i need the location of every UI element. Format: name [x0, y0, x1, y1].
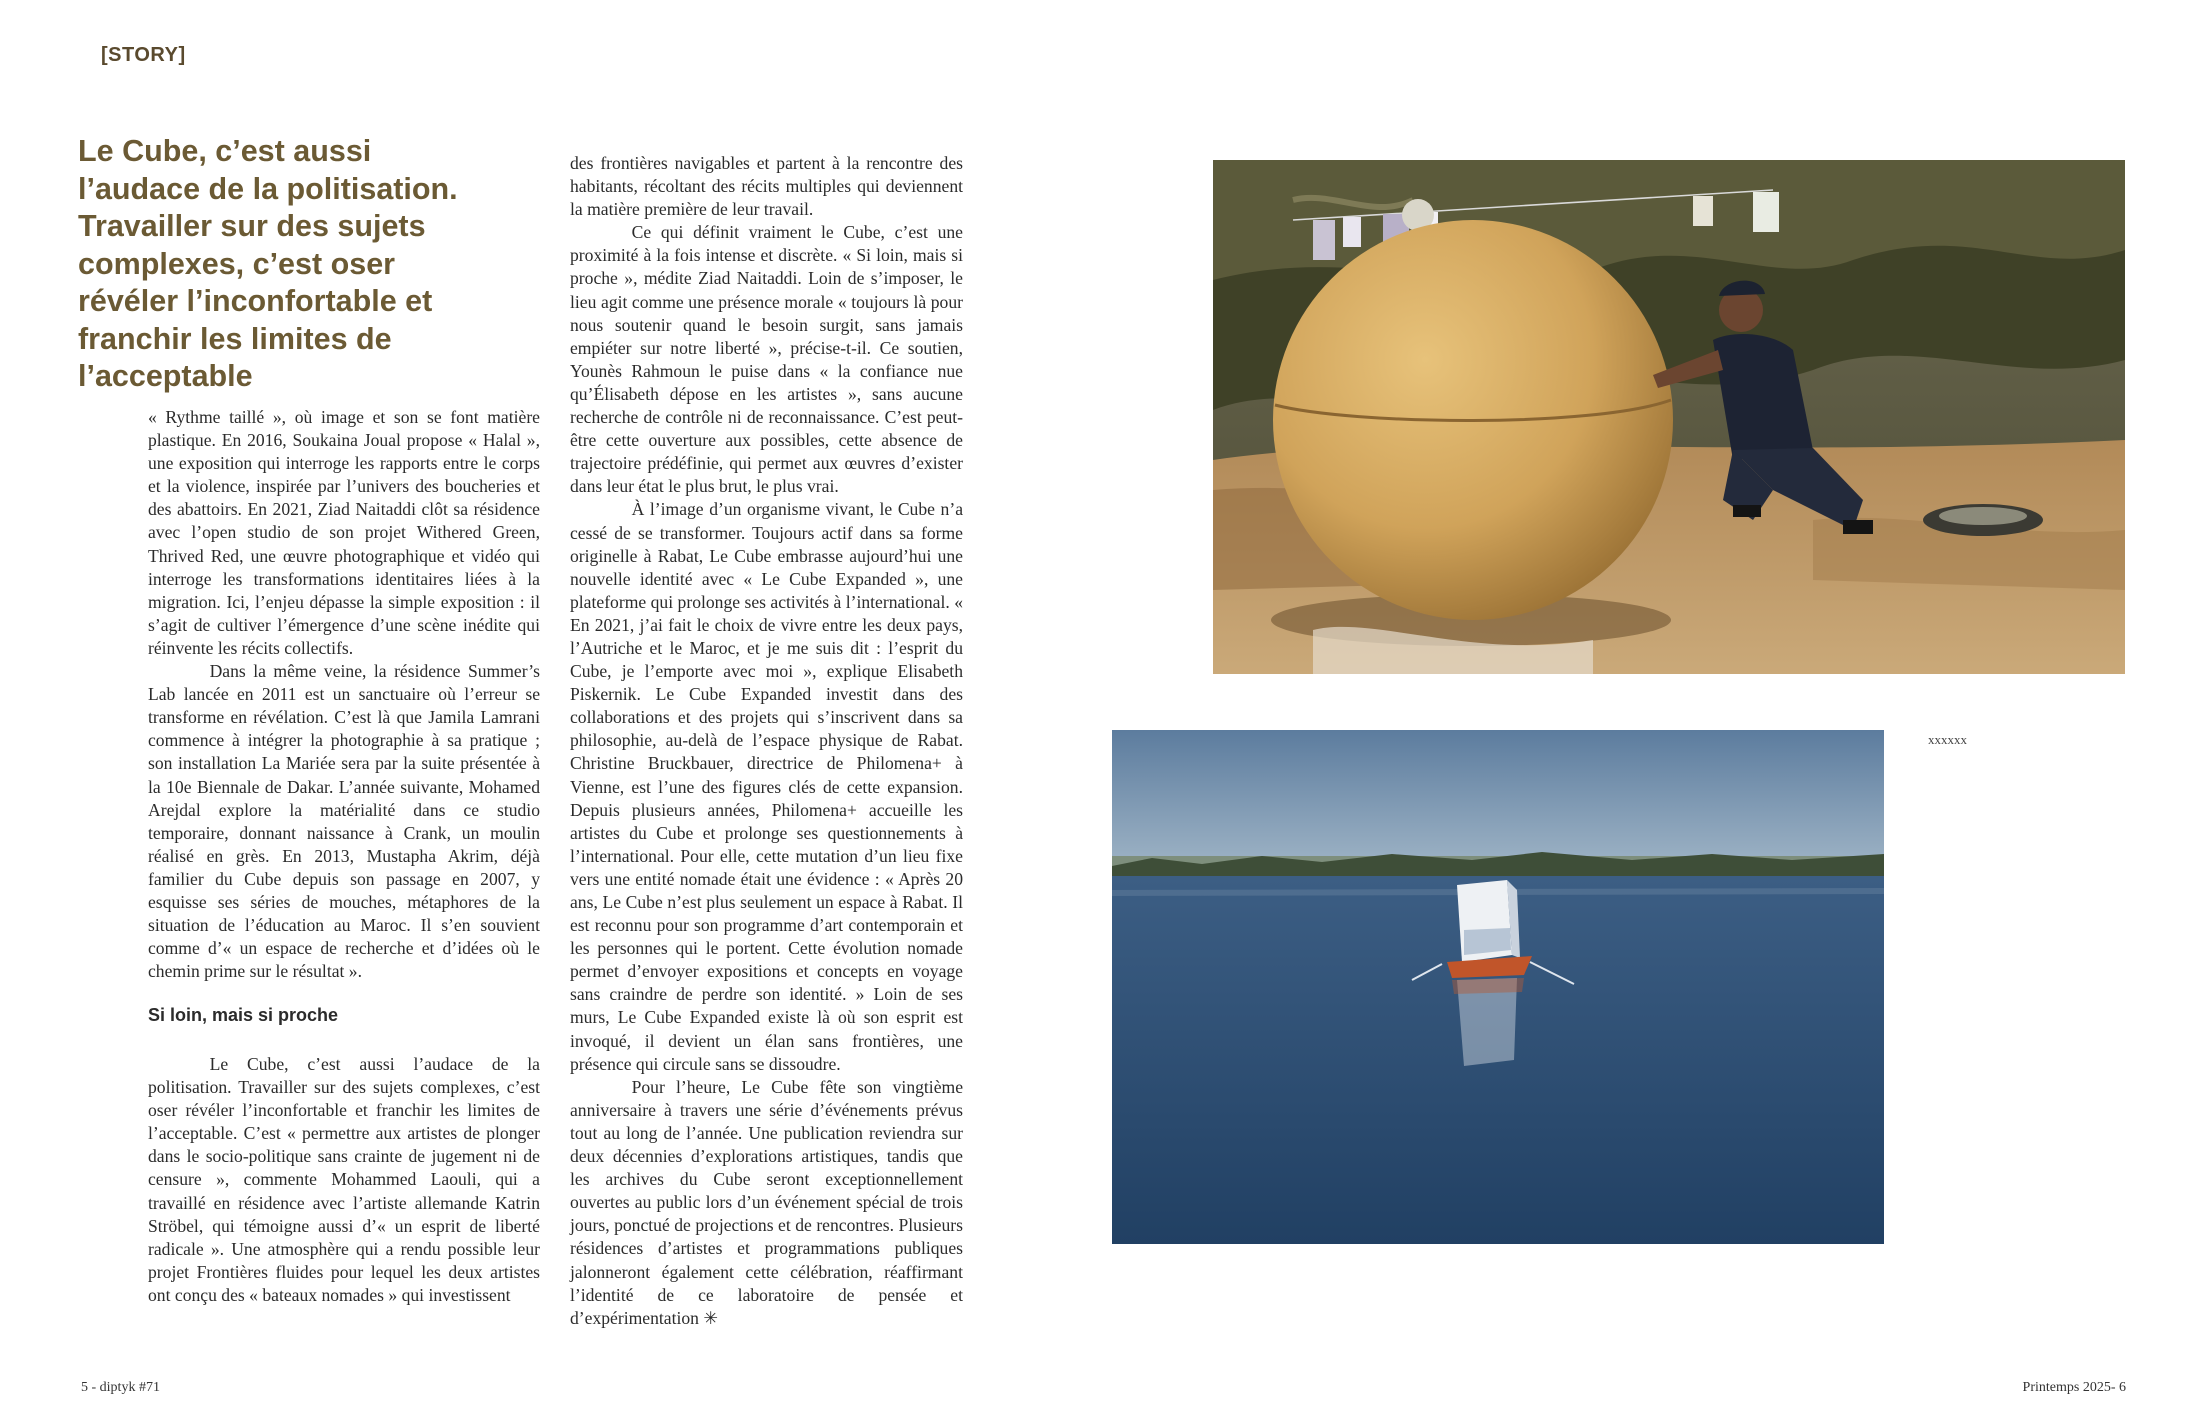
paragraph: Ce qui définit vraiment le Cube, c’est une proximité à la fois intense et discrète. « Si loin, mais si proche », médite Ziad Naitaddi. Loin de s’imposer, le lieu agit comme une présence morale « toujours là pour nous soutenir quand le besoin surgit, sans jamais empiéter sur notre liberté », précise-t-il. Ce soutien, Younès Rahmoun le puise dans « la confiance nue qu’Élisabeth dépose en les artistes », sans aucune recherche de contrôle ni de reconnaissance. C’est peut-être cette ouverture aux possibles, cette absence de trajectoire prédéfinie, qui permet aux œuvres d’exister dans leur état le plus brut, le plus vrai. [570, 222, 963, 497]
footer-page-left: 5 - diptyk #71 [81, 1380, 160, 1395]
subheading: Si loin, mais si proche [148, 1005, 339, 1025]
paragraph: Pour l’heure, Le Cube fête son vingtième anniversaire à travers une série d’événements prévus tout au long de l’année. Une publication reviendra sur deux décennies d’explorations artistiques, tandis que les archives du Cube seront exceptionnellement ouvertes au public lors d’un événement spécial de trois jours, ponctué de projections et de rencontres. Plusieurs résidences d’artistes et programmations publiques jalonneront également cette célébration, réaffirmant l’identité de ce laboratoire de pensée et d’expérimentation ✳ [570, 1076, 963, 1328]
footer-page-right: Printemps 2025- 6 [2022, 1380, 2126, 1395]
paragraph: Le Cube, c’est aussi l’audace de la politisation. Travailler sur des sujets complexes, c’est oser révéler l’inconfortable et franchir les limites de l’acceptable. C’est « permettre aux artistes de plonger dans le socio-politique sans crainte de jugement ni de censure », commente Mohammed Laouli, qui a travaillé en résidence avec l’artiste allemande Katrin Ströbel, qui témoigne aussi d’« un esprit de liberté radicale ». Une atmosphère qui a rendu possible leur projet Frontières fluides pour lequel les deux artistes ont conçu des « bateaux nomades » qui investissent [148, 1054, 540, 1305]
column-1-top [148, 406, 540, 983]
section-tag: [STORY] [101, 44, 186, 66]
pull-quote: Le Cube, c’est aussi l’audace de la politisation. Travailler sur des sujets complexes, c’est oser révéler l’inconfortable et franchir les limites de l’acceptable [78, 134, 458, 393]
image-caption: xxxxxx [1928, 732, 1967, 747]
sphere-photo-illustration [1213, 160, 2125, 674]
photo-sphere-sculpture [1213, 160, 2125, 674]
paragraph: Dans la même veine, la résidence Summer’s Lab lancée en 2011 est un sanctuaire où l’erreur se transforme en révélation. C’est là que Jamila Lamrani commence à intégrer la photographie à sa pratique ; son installation La Mariée sera par la suite présentée à la 10e Biennale de Dakar. L’année suivante, Mohamed Arejdal explore la matérialité dans ce studio temporaire, donnant naissance à Crank, un moulin réalisé en grès. En 2013, Mustapha Akrim, déjà familier du Cube depuis son passage en 2007, y esquisse ses séries de mouches, métaphores de la situation de l’éducation au Maroc. Il s’en souvient comme d’« un espace de recherche et d’idées où le chemin prime sur le résultat ». [148, 661, 540, 982]
paragraph: À l’image d’un organisme vivant, le Cube n’a cessé de se transformer. Toujours actif dans sa forme originelle à Rabat, Le Cube embrasse aujourd’hui une nouvelle identité avec « Le Cube Expanded », une plateforme qui prolonge ses activités à l’international. « En 2021, j’ai fait le choix de vivre entre les deux pays, l’Autriche et le Maroc, et je me suis dit : l’esprit du Cube, je l’emporte avec moi », explique Elisabeth Piskernik. Le Cube Expanded investit dans des collaborations et des projets qui s’inscrivent dans sa philosophie, au-delà de l’espace physique de Rabat. Christine Bruckbauer, directrice de Philomena+ à Vienne, est l’une des figures clés de cette expansion. Depuis plusieurs années, Philomena+ accueille les artistes du Cube et prolonge ses questionnements à l’international. Pour elle, cette mutation d’un lieu fixe vers une entité nomade était une évidence : « Après 20 ans, Le Cube n’est plus seulement un espace à Rabat. Il est reconnu pour son programme d’art contemporain et les personnes qui le portent. Cette évolution nomade permet d’envoyer expositions et concepts en voyage sans craindre de perdre son identité. » Loin de ses murs, Le Cube Expanded existe là où son esprit est invoqué, il devient un élan sans frontières, une présence qui circule sans se dissoudre. [570, 499, 963, 1074]
column-2 [570, 152, 963, 1330]
paragraph: « Rythme taillé », où image et son se font matière plastique. En 2016, Soukaina Joual propose « Halal », une exposition qui interroge les rapports entre le corps et la violence, inspirée par l’univers des boucheries et des abattoirs. En 2021, Ziad Naitaddi clôt sa résidence avec l’open studio de son projet Withered Green, Thrived Red, une œuvre photographique et vidéo qui interroge les transformations identitaires liées à la migration. Ici, l’enjeu dépasse la simple exposition : il s’agit de cultiver l’émergence d’une scène inédite qui réinvente les récits collectifs. [148, 407, 540, 658]
boat-photo-illustration [1112, 730, 1884, 1244]
photo-nomadic-boat [1112, 730, 1884, 1244]
paragraph: des frontières navigables et partent à la rencontre des habitants, récoltant des récits multiples qui deviennent la matière première de leur travail. [570, 153, 963, 220]
column-1-bottom [148, 1053, 540, 1307]
